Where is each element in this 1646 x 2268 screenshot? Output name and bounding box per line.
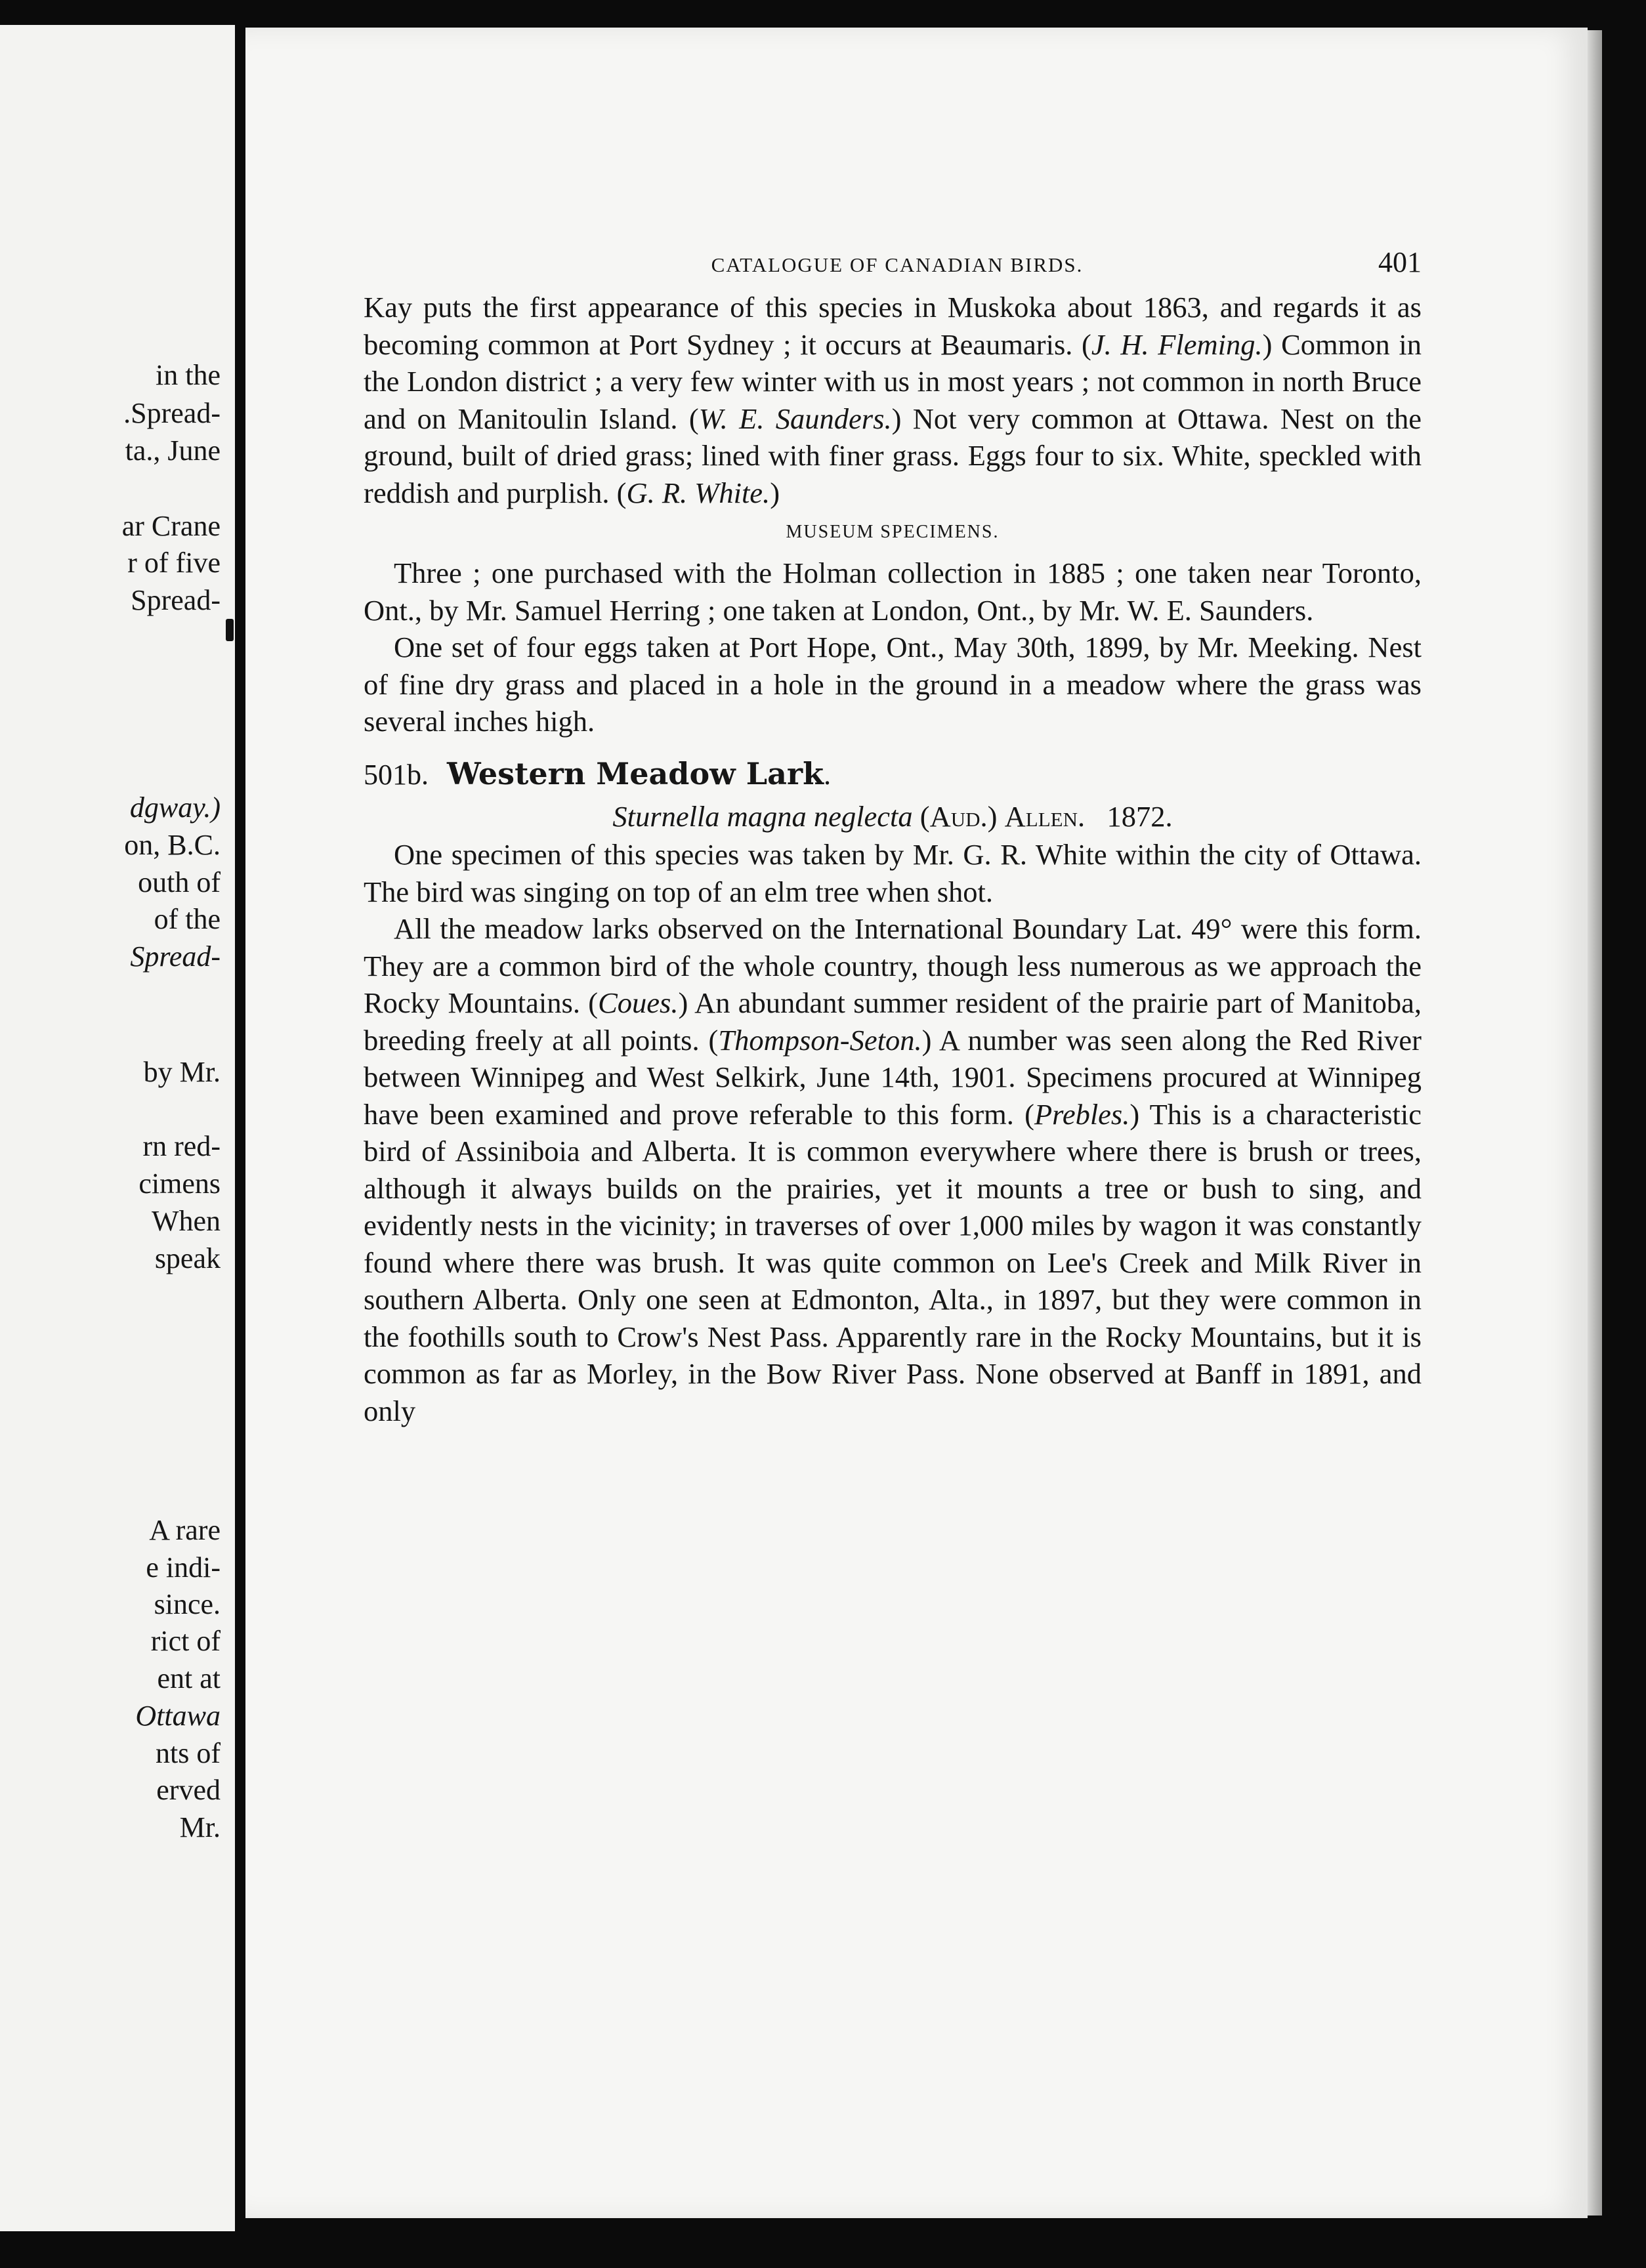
page-number: 401: [1378, 246, 1422, 278]
facing-page-fragment-line: outh of: [138, 866, 221, 898]
paragraph-eggs: One set of four eggs taken at Port Hope, Ont., May 30th, 1899, by Mr. Meeking. Nest of fine dry grass and placed in a hole in the ground in a meadow where the grass was several inches high.: [364, 631, 1422, 738]
facing-page-fragment-line: on, B.C.: [124, 829, 221, 861]
species-year: 1872.: [1107, 799, 1173, 833]
citation-thompson-seton: Thompson-Seton.: [718, 1023, 922, 1057]
citation-coues: Coues.: [598, 986, 679, 1019]
binding-mark: [226, 619, 234, 641]
facing-page-fragment-line: Mr.: [179, 1811, 221, 1843]
facing-page-fragment-line: since.: [154, 1588, 221, 1620]
museum-specimens-heading: MUSEUM SPECIMENS.: [786, 522, 1000, 542]
facing-page-fragment-line: dgway.): [129, 791, 221, 824]
facing-page-fragment-line: ta., June: [125, 434, 221, 467]
citation-saunders: W. E. Saunders.: [698, 402, 892, 435]
facing-page-fragment-line: cimens: [138, 1167, 221, 1200]
author-allen: Allen.: [1004, 799, 1086, 833]
citation-white: G. R. White.: [626, 476, 770, 509]
paragraph-distribution: All the meadow larks observed on the International Boundary Lat. 49° were this form. They are a common bird of the whole country, though less numerous as we approach the Rocky Mountains. (Coues.) An abundant summer resident of the prairie part of Manitoba, breeding freely at all points. (Thompson-Seton.) A number was seen along the Red River between Winnipeg and West Selkirk, June 14th, 1901. Specimens procured at Winnipeg have been examined and prove referable to this form. (Prebles.) This is a characteristic bird of Assiniboia and Alberta. It is common everywhere where there is brush or trees, although it always builds on the prairies, yet it mounts a tree or bush to sing, and evidently nests in the vicinity; in traverses of over 1,000 miles by wagon it was constantly found where there was brush. It was quite common on Lee's Creek and Milk River in southern Alberta. Only one seen at Edmonton, Alta., in 1897, but they were common in the foothills south to Crow's Nest Pass. Apparently rare in the Rocky Mountains, but it is common as far as Morley, in the Bow River Pass. None observed at Banff in 1891, and only: [364, 912, 1422, 1427]
facing-page-text-fragments: [0, 25, 235, 2231]
page-edge-shadow: [1588, 30, 1602, 2216]
facing-page-fragment-line: nts of: [156, 1737, 221, 1769]
running-title: CATALOGUE OF CANADIAN BIRDS.: [711, 253, 1084, 276]
facing-page-fragment-line: of the: [154, 903, 221, 935]
species-heading: 501b. Western Meadow Lark.: [364, 755, 832, 791]
facing-page-fragment-line: e indi-: [146, 1551, 221, 1584]
facing-page-fragment-line: r of five: [127, 547, 221, 579]
facing-page-fragment-line: by Mr.: [143, 1056, 221, 1088]
citation-fleming: J. H. Fleming.: [1091, 327, 1263, 361]
facing-page-fragment-line: in the: [156, 359, 221, 391]
paragraph-specimens: Three ; one purchased with the Holman collection in 1885 ; one taken near Toronto, Ont., by Mr. Samuel Herring ; one taken at London, Ont., by Mr. W. E. Saunders.: [364, 556, 1422, 627]
page-text: [364, 244, 1422, 1429]
facing-page-fragment-line: Ottawa: [135, 1700, 221, 1732]
facing-page-fragment-line: A rare: [149, 1514, 221, 1546]
facing-page-fragment-line: Spread-: [131, 584, 221, 616]
facing-page-fragment-line: ar Crane: [121, 510, 221, 542]
facing-page-fragment-line: When: [151, 1205, 221, 1237]
book-page: [245, 28, 1588, 2218]
facing-page-fragment: [0, 25, 235, 2231]
paragraph-kay-muskoka: Kay puts the first appearance of this species in Muskoka about 1863, and regards it as becoming common at Port Sydney ; it occurs at Beaumaris. (J. H. Fleming.) Common in the London district ; a very few winter with us in most years ; not common in north Bruce and on Manitoulin Island. (W. E. Saunders.) Not very common at Ottawa. Nest on the ground, built of dried grass; lined with finer grass. Eggs four to six. White, speckled with reddish and purplish. (G. R. White.): [364, 291, 1422, 509]
facing-page-fragment-line: rict of: [150, 1625, 221, 1657]
species-number: 501b.: [364, 758, 429, 791]
citation-prebles: Prebles.: [1034, 1097, 1130, 1131]
author-audubon: Aud.: [929, 799, 988, 833]
paragraph-ottawa-specimen: One specimen of this species was taken by Mr. G. R. White within the city of Ottawa. The bird was singing on top of an elm tree when shot.: [364, 838, 1422, 908]
facing-page-fragment-line: .Spread-: [123, 397, 221, 429]
running-head: [364, 244, 1422, 284]
facing-page-fragment-line: Spread-: [130, 940, 221, 973]
scientific-name-line: Sturnella magna neglecta (Aud.) Allen. 1872.: [612, 799, 1173, 833]
scientific-name: Sturnella magna neglecta: [612, 799, 913, 833]
species-common-name: Western Meadow Lark: [447, 755, 824, 791]
facing-page-fragment-line: erved: [156, 1774, 221, 1806]
facing-page-fragment-line: rn red-: [142, 1130, 221, 1162]
facing-page-fragment-line: ent at: [157, 1662, 221, 1694]
facing-page-fragment-line: speak: [154, 1242, 221, 1274]
